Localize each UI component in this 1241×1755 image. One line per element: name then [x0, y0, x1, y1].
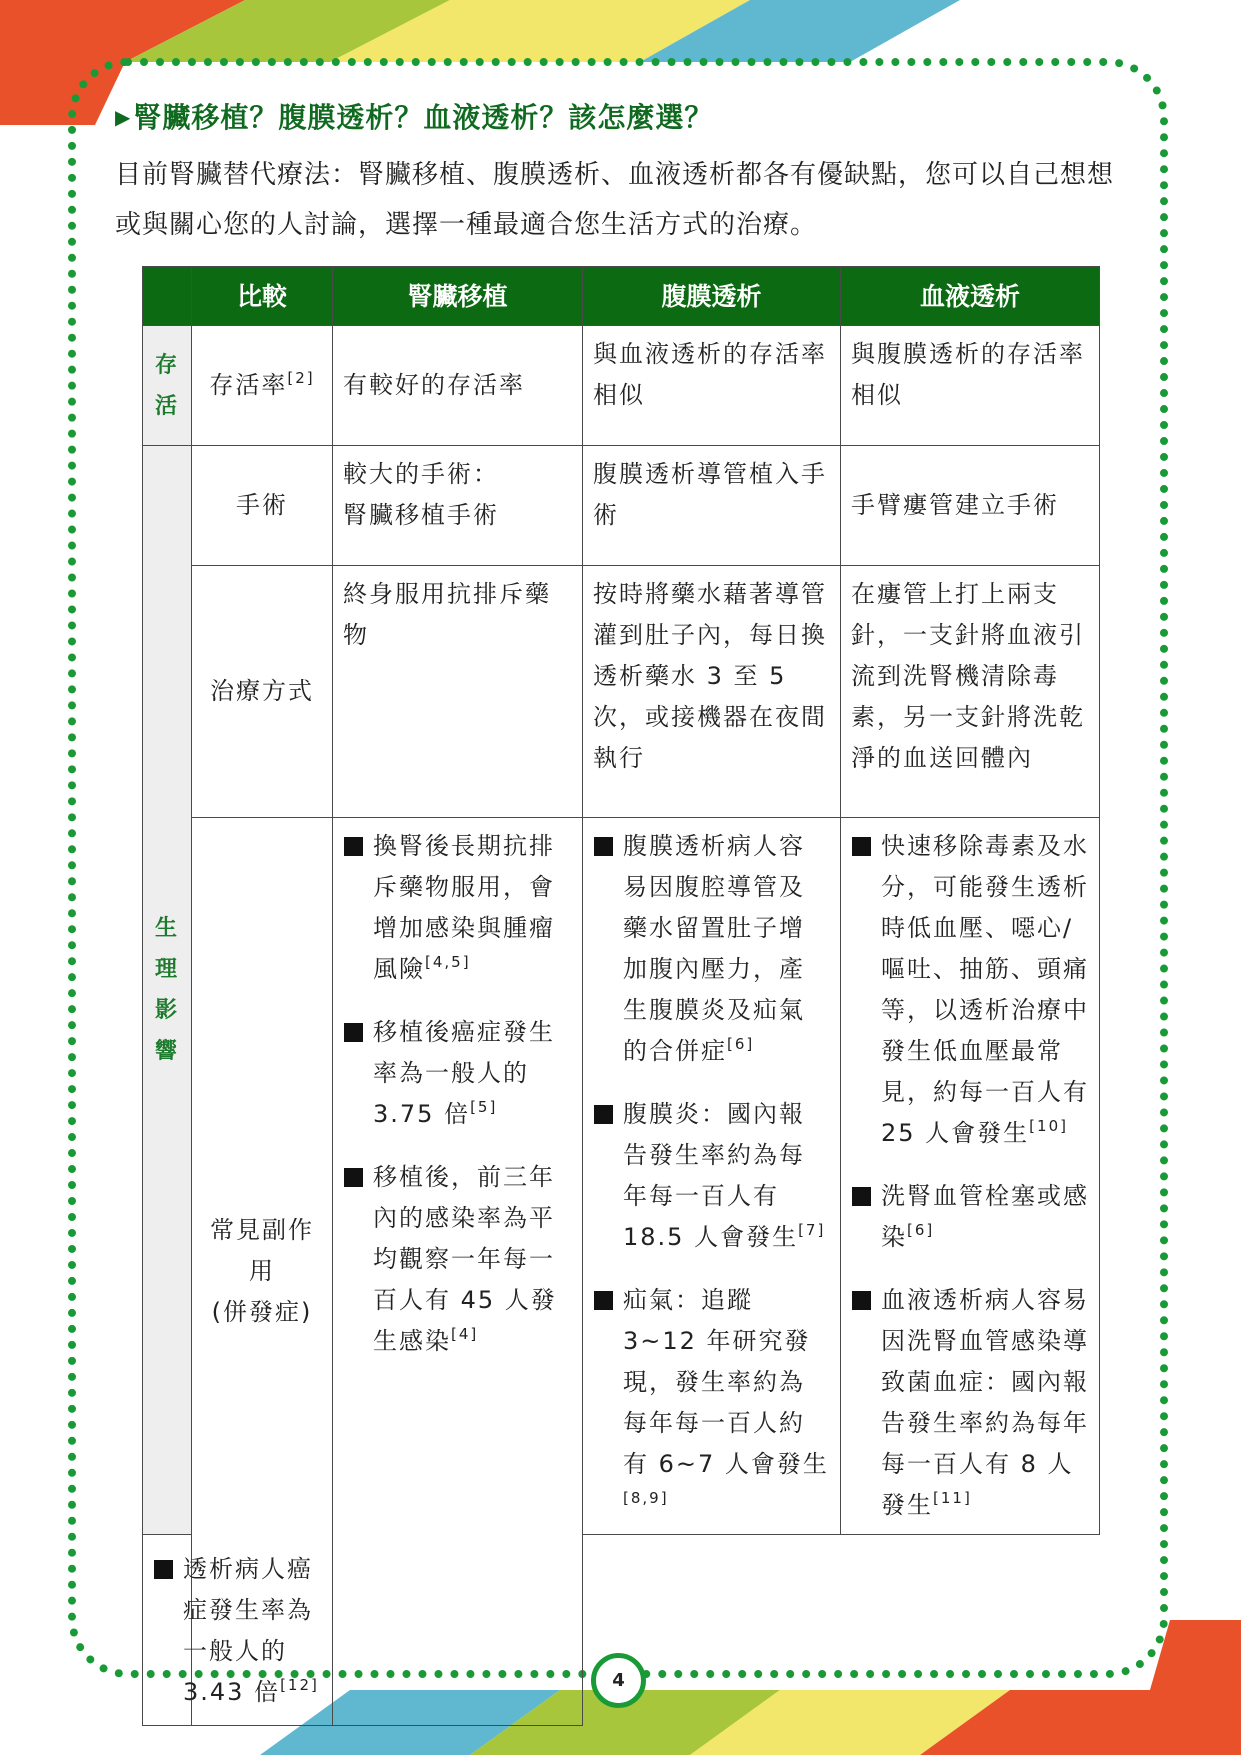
square-bullet-icon	[344, 1023, 363, 1042]
pd-side-effects	[583, 818, 841, 1535]
row-label-survival-rate: 存活率[2]	[192, 326, 333, 446]
transplant-side-effects	[333, 818, 583, 1726]
intro-paragraph: 目前腎臟替代療法：腎臟移植、腹膜透析、血液透析都各有優缺點，您可以自己想想或與關心您的人討論，選擇一種最適合您生活方式的治療。	[115, 160, 1115, 240]
table-row-treatment	[143, 566, 1100, 818]
square-bullet-icon	[852, 1187, 871, 1206]
hd-survival: 與腹膜透析的存活率相似	[841, 326, 1100, 446]
list-item: 血液透析病人容易因洗腎血管感染導致菌血症：國內報告發生率約為每年每一百人有 8 人發生[11]	[851, 1280, 1089, 1526]
header-hemodialysis: 血液透析	[841, 267, 1100, 326]
pd-treatment: 按時將藥水藉著導管灌到肚子內，每日換透析藥水 3 至 5 次，或接機器在夜間執行	[583, 566, 841, 818]
list-item: 疝氣：追蹤 3~12 年研究發現，發生率約為每年每一百人約有 6~7 人會發生[8,9]	[593, 1280, 830, 1526]
pd-surgery: 腹膜透析導管植入手術	[583, 446, 841, 566]
list-item: 快速移除毒素及水分，可能發生透析時低血壓、噁心/嘔吐、抽筋、頭痛等，以透析治療中發生低血壓最常見，約每一百人有 25 人會發生[10]	[851, 826, 1089, 1154]
list-item: 腹膜炎：國內報告發生率約為每年每一百人有 18.5 人會發生[7]	[593, 1094, 830, 1258]
square-bullet-icon	[154, 1560, 173, 1579]
dialysis-shared-cancer	[143, 1535, 333, 1726]
list-item: 換腎後長期抗排斥藥物服用，會增加感染與腫瘤風險[4,5]	[343, 826, 572, 990]
page-number: 4	[591, 1653, 646, 1708]
row-label-side-effects: 常見副作用 (併發症)	[192, 818, 333, 1726]
hd-side-effects	[841, 818, 1100, 1535]
square-bullet-icon	[594, 1105, 613, 1124]
square-bullet-icon	[594, 1291, 613, 1310]
transplant-treatment: 終身服用抗排斥藥物	[333, 566, 583, 818]
hd-treatment: 在瘻管上打上兩支針，一支針將血液引流到洗腎機清除毒素，另一支針將洗乾淨的血送回體內	[841, 566, 1100, 818]
triangle-bullet-icon: ▶	[115, 105, 132, 129]
page-title: ▶腎臟移植？腹膜透析？血液透析？該怎麼選？	[115, 101, 714, 134]
header-transplant: 腎臟移植	[333, 267, 583, 326]
list-item: 移植後，前三年內的感染率為平均觀察一年每一百人有 45 人發生感染[4]	[343, 1157, 572, 1362]
pd-survival: 與血液透析的存活率相似	[583, 326, 841, 446]
header-corner	[143, 267, 192, 326]
list-item: 洗腎血管栓塞或感染[6]	[851, 1176, 1089, 1258]
transplant-survival: 有較好的存活率	[333, 326, 583, 446]
square-bullet-icon	[852, 837, 871, 856]
square-bullet-icon	[594, 837, 613, 856]
row-label-treatment: 治療方式	[192, 566, 333, 818]
row-label-surgery: 手術	[192, 446, 333, 566]
list-item: 透析病人癌症發生率為一般人的 3.43 倍[12]	[153, 1549, 322, 1713]
table-row-survival	[143, 326, 1100, 446]
list-item: 移植後癌症發生率為一般人的 3.75 倍[5]	[343, 1012, 572, 1135]
category-survival: 存活	[143, 326, 192, 446]
transplant-surgery: 較大的手術： 腎臟移植手術	[333, 446, 583, 566]
square-bullet-icon	[344, 837, 363, 856]
table-header-row	[143, 267, 1100, 326]
square-bullet-icon	[852, 1291, 871, 1310]
list-item: 腹膜透析病人容易因腹腔導管及藥水留置肚子增加腹內壓力，產生腹膜炎及疝氣的合併症[6]	[593, 826, 830, 1072]
comparison-table	[142, 266, 1100, 1726]
square-bullet-icon	[344, 1168, 363, 1187]
table-row-side-effects	[143, 818, 1100, 1535]
category-physiology: 生理影響	[143, 446, 192, 1535]
hd-surgery: 手臂瘻管建立手術	[841, 446, 1100, 566]
table-row-surgery	[143, 446, 1100, 566]
header-compare: 比較	[192, 267, 333, 326]
header-peritoneal-dialysis: 腹膜透析	[583, 267, 841, 326]
